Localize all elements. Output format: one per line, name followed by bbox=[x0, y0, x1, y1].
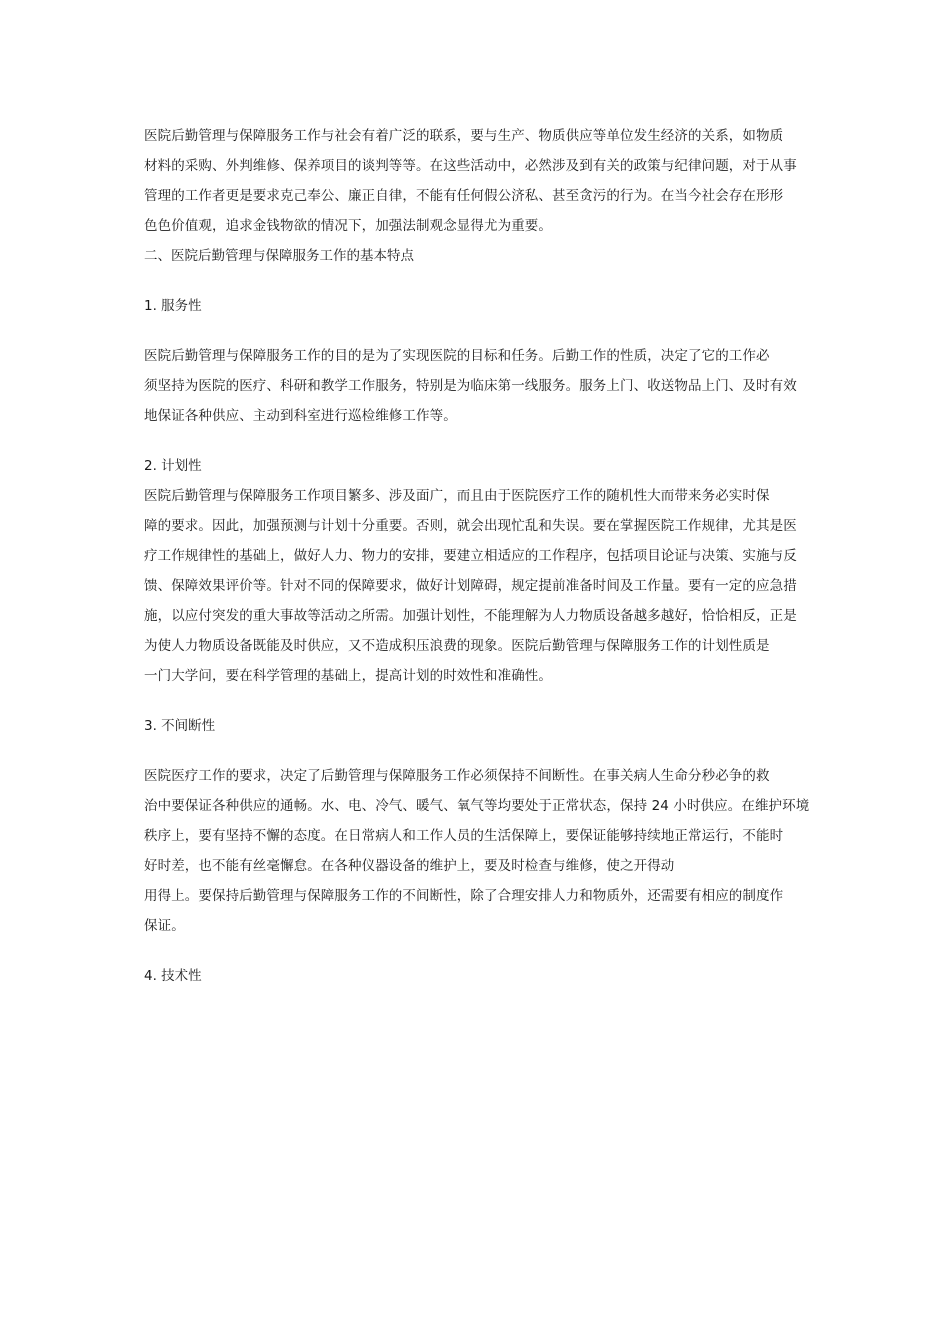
heading-technical: 4. 技术性 bbox=[144, 968, 202, 984]
paragraph-planning bbox=[144, 481, 814, 691]
text-line: 地保证各种供应、主动到科室进行巡检维修工作等。 bbox=[144, 408, 457, 424]
text-line: 障的要求。因此，加强预测与计划十分重要。否则，就会出现忙乱和失误。要在掌握医院工作规律，尤其是医 bbox=[144, 518, 797, 534]
text-line: 秩序上，要有坚持不懈的态度。在日常病人和工作人员的生活保障上，要保证能够持续地正常运行，不能时 bbox=[144, 828, 784, 844]
text-line: 医院医疗工作的要求，决定了后勤管理与保障服务工作必须保持不间断性。在事关病人生命分秒必争的救 bbox=[144, 768, 770, 784]
text-line: 疗工作规律性的基础上，做好人力、物力的安排，要建立相适应的工作程序，包括项目论证与决策、实施与反 bbox=[144, 548, 797, 564]
text-line: 为使人力物质设备既能及时供应，又不造成积压浪费的现象。医院后勤管理与保障服务工作的计划性质是 bbox=[144, 638, 770, 654]
document-body bbox=[144, 121, 814, 991]
section-title: 二、医院后勤管理与保障服务工作的基本特点 bbox=[144, 248, 414, 264]
text-line: 一门大学问，要在科学管理的基础上，提高计划的时效性和准确性。 bbox=[144, 668, 552, 684]
text-line: 材料的采购、外判维修、保养项目的谈判等等。在这些活动中，必然涉及到有关的政策与纪律问题，对于从事 bbox=[144, 158, 797, 174]
intro-paragraph bbox=[144, 121, 814, 241]
text-line: 保证。 bbox=[144, 918, 185, 934]
text-line: 施，以应付突发的重大事故等活动之所需。加强计划性，不能理解为人力物质设备越多越好，恰恰相反，正是 bbox=[144, 608, 797, 624]
text-line: 管理的工作者更是要求克己奉公、廉正自律，不能有任何假公济私、甚至贪污的行为。在当今社会存在形形 bbox=[144, 188, 784, 204]
text-line: 须坚持为医院的医疗、科研和教学工作服务，特别是为临床第一线服务。服务上门、收送物品上门、及时有效 bbox=[144, 378, 797, 394]
text-line: 治中要保证各种供应的通畅。水、电、冷气、暖气、氧气等均要处于正常状态，保持 24 小时供应。在维护环境 bbox=[144, 798, 810, 814]
text-line: 医院后勤管理与保障服务工作项目繁多、涉及面广，而且由于医院医疗工作的随机性大而带来务必实时保 bbox=[144, 488, 770, 504]
text-line: 色色价值观，追求金钱物欲的情况下，加强法制观念显得尤为重要。 bbox=[144, 218, 552, 234]
text-line: 医院后勤管理与保障服务工作的目的是为了实现医院的目标和任务。后勤工作的性质，决定了它的工作必 bbox=[144, 348, 770, 364]
text-line: 用得上。要保持后勤管理与保障服务工作的不间断性，除了合理安排人力和物质外，还需要有相应的制度作 bbox=[144, 888, 784, 904]
paragraph-continuity bbox=[144, 761, 814, 941]
text-line: 好时差，也不能有丝毫懈怠。在各种仪器设备的维护上，要及时检查与维修，使之开得动 bbox=[144, 858, 675, 874]
heading-service: 1. 服务性 bbox=[144, 298, 202, 314]
text-line: 医院后勤管理与保障服务工作与社会有着广泛的联系，要与生产、物质供应等单位发生经济的关系，如物质 bbox=[144, 128, 784, 144]
text-line: 馈、保障效果评价等。针对不同的保障要求，做好计划障碍，规定提前准备时间及工作量。要有一定的应急措 bbox=[144, 578, 797, 594]
heading-continuity: 3. 不间断性 bbox=[144, 718, 216, 734]
paragraph-service bbox=[144, 341, 814, 431]
heading-planning: 2. 计划性 bbox=[144, 458, 202, 474]
